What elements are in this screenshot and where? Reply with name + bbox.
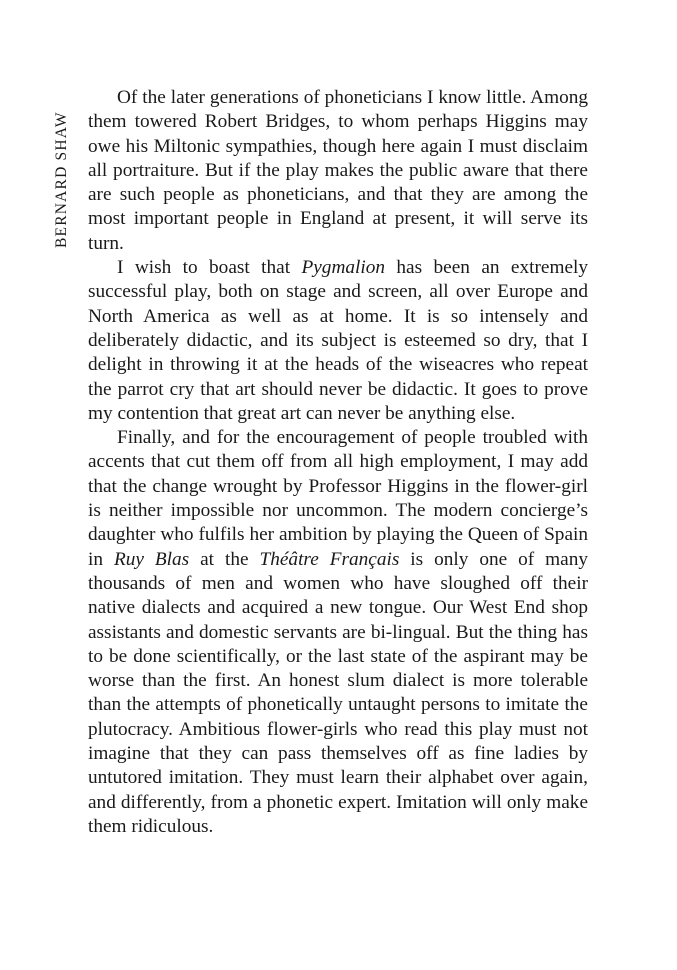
paragraph-1 xyxy=(88,86,588,256)
running-head-text: BERNARD SHAW xyxy=(53,111,70,248)
play-title-ruy-blas: Ruy Blas xyxy=(113,548,190,570)
text-run: is only one of many thousands of men and women who have sloughed off their native dialects and acquired a new tongue. Our West End shop assistants and domestic servants are bi-lingual. But the thing has to be done scientifically, or the last state of the aspirant may be worse than the first. An honest slum dialect is more tolerable than the attempts of phonetically untaught persons to imitate the plutocracy. Ambitious flower-girls who read this play must not imagine that they can pass themselves off as fine ladies by untutored imitation. They must learn their alphabet over again, and differently, from a phonetic expert. Imitation will only make them ridiculous. xyxy=(88,548,588,837)
theatre-name: Théâtre Français xyxy=(259,548,400,570)
body-text xyxy=(88,86,588,839)
paragraph-2 xyxy=(88,256,588,426)
running-head xyxy=(52,88,72,248)
text-run: Of the later generations of phoneticians I know little. Among them towered Robert Bridges, to whom perhaps Higgins may owe his Miltonic sympathies, though here again I must disclaim all portraiture. But if the play makes the public aware that there are such people as phoneticians, and that they are among the most important people in England at present, it will serve its turn. xyxy=(88,87,588,254)
text-run: at the xyxy=(189,548,260,570)
paragraph-3 xyxy=(88,426,588,839)
text-run: has been an extremely successful play, both on stage and screen, all over Europe and North America as well as at home. It is so intensely and deliberately didactic, and its subject is esteemed so dry, that I delight in throwing it at the heads of the wiseacres who repeat the parrot cry that art should never be didactic. It goes to prove my contention that great art can never be anything else. xyxy=(88,257,589,424)
play-title-pygmalion: Pygmalion xyxy=(301,257,386,279)
text-run: Finally, and for the encouragement of people troubled with accents that cut them off from all high employment, I may add that the change wrought by Professor Higgins in the flower-girl is neither impossible nor uncommon. The modern concierge’s daughter who fulfils her ambition by playing the Queen of Spain in xyxy=(88,427,588,570)
text-run: I wish to boast that xyxy=(117,257,302,279)
